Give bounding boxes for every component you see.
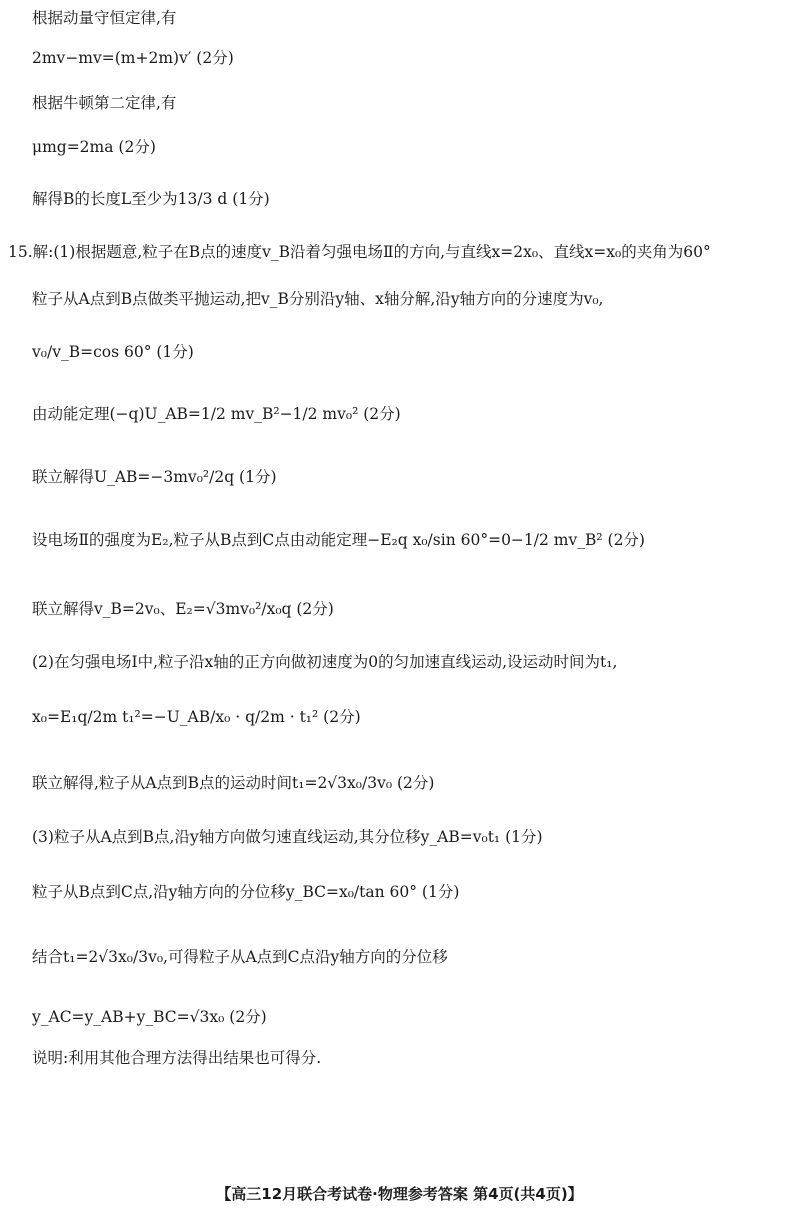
answer-line-19: y_AC=y_AB+y_BC=√3x₀ (2分) bbox=[32, 1008, 267, 1026]
answer-line-2: 2mv−mv=(m+2m)v′ (2分) bbox=[32, 49, 234, 67]
answer-line-4: μmg=2ma (2分) bbox=[32, 138, 156, 156]
answer-note: 说明:利用其他合理方法得出结果也可得分. bbox=[32, 1049, 322, 1067]
page-footer: 【高三12月联合考试卷·物理参考答案 第4页(共4页)】 bbox=[216, 1185, 583, 1203]
answer-line-14: x₀=E₁q/2m t₁²=−U_AB/x₀ · q/2m · t₁² (2分) bbox=[32, 708, 361, 726]
answer-line-13: (2)在匀强电场Ⅰ中,粒子沿x轴的正方向做初速度为0的匀加速直线运动,设运动时间为t₁, bbox=[32, 653, 618, 671]
answer-line-15: 联立解得,粒子从A点到B点的运动时间t₁=2√3x₀/3v₀ (2分) bbox=[32, 774, 435, 792]
answer-line-16: (3)粒子从A点到B点,沿y轴方向做匀速直线运动,其分位移y_AB=v₀t₁ (1分) bbox=[32, 828, 543, 846]
answer-line-5: 解得B的长度L至少为13/3 d (1分) bbox=[32, 190, 270, 208]
answer-line-9: 由动能定理(−q)U_AB=1/2 mv_B²−1/2 mv₀² (2分) bbox=[32, 405, 401, 423]
answer-line-10: 联立解得U_AB=−3mv₀²/2q (1分) bbox=[32, 468, 277, 486]
answer-line-17: 粒子从B点到C点,沿y轴方向的分位移y_BC=x₀/tan 60° (1分) bbox=[32, 883, 460, 901]
answer-line-3: 根据牛顿第二定律,有 bbox=[32, 94, 177, 112]
answer-line-11: 设电场Ⅱ的强度为E₂,粒子从B点到C点由动能定理−E₂q x₀/sin 60°=0−1/2 mv_B² (2分) bbox=[32, 531, 645, 549]
answer-line-1: 根据动量守恒定律,有 bbox=[32, 9, 177, 27]
answer-line-7: 粒子从A点到B点做类平抛运动,把v_B分别沿y轴、x轴分解,沿y轴方向的分速度为v₀, bbox=[32, 290, 604, 308]
answer-line-18: 结合t₁=2√3x₀/3v₀,可得粒子从A点到C点沿y轴方向的分位移 bbox=[32, 948, 448, 966]
answer-line-8: v₀/v_B=cos 60° (1分) bbox=[32, 343, 194, 361]
question-15-heading: 15.解:(1)根据题意,粒子在B点的速度v_B沿着匀强电场Ⅱ的方向,与直线x=2x₀、直线x=x₀的夹角为60° bbox=[8, 243, 711, 261]
answer-line-12: 联立解得v_B=2v₀、E₂=√3mv₀²/x₀q (2分) bbox=[32, 600, 334, 618]
